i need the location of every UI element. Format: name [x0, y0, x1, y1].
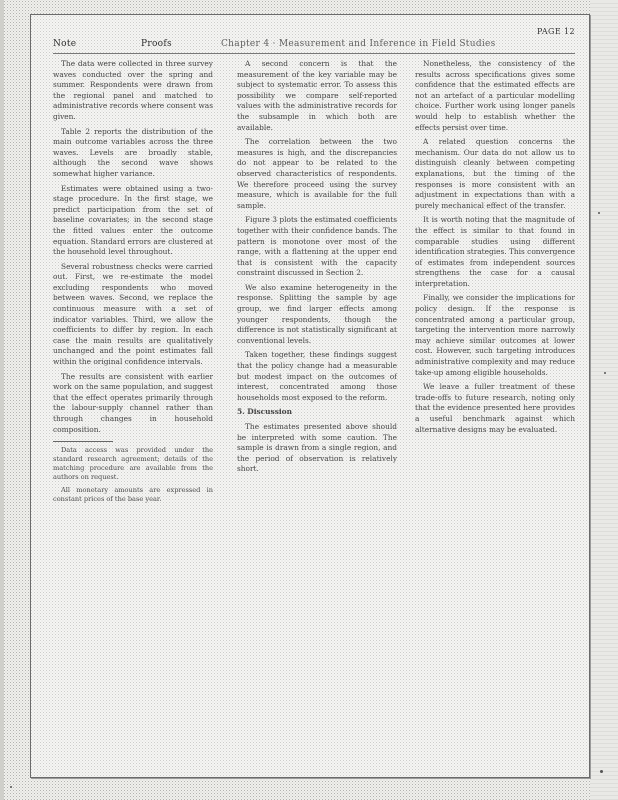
footnote-rule: [53, 441, 113, 442]
paragraph: Several robustness checks were carried out. First, we re-estimate the model excluding respondents who moved between waves. Second, we replace the continuous measure with a set of indicator variables. Third, we allow the coefficients to differ by region. In each case the main results are qualitatively unchanged and the point estimates fall within the original confidence intervals.: [53, 261, 213, 367]
footnote: Data access was provided under the standard research agreement; details of the matching procedure are available from the authors on request.: [53, 446, 213, 482]
paragraph: We also examine heterogeneity in the response. Splitting the sample by age group, we find larger effects among younger respondents, though the difference is not statistically significant at conventional levels.: [237, 282, 397, 345]
section-heading: 5. Discussion: [237, 407, 292, 417]
scan-speck: [598, 212, 600, 214]
running-head-title: Chapter 4 · Measurement and Inference in Field Studies: [221, 39, 496, 49]
paragraph: The results are consistent with earlier work on the same population, and suggest that the effect operates primarily through the labour-supply channel rather than through changes in household composition.: [53, 371, 213, 434]
running-head-left: Note: [53, 39, 77, 49]
text-column-3: [415, 59, 575, 759]
paragraph: Taken together, these findings suggest that the policy change had a measurable but modest impact on the outcomes of interest, concentrated among those households most exposed to the reform.: [237, 350, 397, 402]
paragraph: Figure 3 plots the estimated coefficients together with their confidence bands. The pattern is monotone over most of the range, with a flattening at the upper end that is consistent with the capacity constraint discussed in Section 2.: [237, 215, 397, 278]
footnote: All monetary amounts are expressed in constant prices of the base year.: [53, 486, 213, 504]
paragraph: A related question concerns the mechanism. Our data do not allow us to distinguish cleanly between competing explanations, but the timing of the responses is more consistent with an adjustment in expectations than with a purely mechanical effect of the transfer.: [415, 137, 575, 210]
scan-speck: [600, 770, 603, 773]
paragraph: It is worth noting that the magnitude of the effect is similar to that found in comparable studies using different identification strategies. This convergence of estimates from independent sources strengthens the case for a causal interpretation.: [415, 215, 575, 288]
paragraph: The estimates presented above should be interpreted with some caution. The sample is drawn from a single region, and the period of observation is relatively short.: [237, 422, 397, 474]
running-head-center: Proofs: [141, 39, 172, 49]
paragraph: Finally, we consider the implications for policy design. If the response is concentrated among a particular group, targeting the intervention more narrowly may achieve similar outcomes at lower cost. However, such targeting introduces administrative complexity and may reduce take-up among eligible households.: [415, 293, 575, 377]
paragraph: Nonetheless, the consistency of the results across specifications gives some confidence that the estimated effects are not an artefact of a particular modelling choice. Further work using longer panels would help to establish whether the effects persist over time.: [415, 59, 575, 132]
header-rule: [53, 53, 575, 54]
paper-sheet: [30, 14, 590, 778]
paragraph: Table 2 reports the distribution of the main outcome variables across the three waves. Levels are broadly stable, although the second wave shows somewhat higher variance.: [53, 126, 213, 178]
scan-edge-right: [590, 0, 618, 800]
text-column-2: [237, 59, 397, 759]
text-column-1: [53, 59, 213, 759]
paragraph: The data were collected in three survey waves conducted over the spring and summer. Respondents were drawn from the regional panel and matched to administrative records where consent was given.: [53, 59, 213, 121]
page-number: PAGE 12: [536, 27, 575, 36]
paragraph: We leave a fuller treatment of these trade-offs to future research, noting only that the evidence presented here provides a useful benchmark against which alternative designs may be evaluated.: [415, 382, 575, 434]
paragraph: A second concern is that the measurement of the key variable may be subject to systematic error. To assess this possibility we compare self-reported values with the administrative records for the subsample in which both are available.: [237, 59, 397, 132]
paragraph: Estimates were obtained using a two-stage procedure. In the first stage, we predict participation from the set of baseline covariates; in the second stage the fitted values enter the outcome equation. Standard errors are clustered at the household level throughout.: [53, 183, 213, 257]
paragraph: The correlation between the two measures is high, and the discrepancies do not appear to be related to the observed characteristics of respondents. We therefore proceed using the survey measure, which is available for the full sample.: [237, 137, 397, 210]
running-head: [53, 37, 575, 51]
scan-speck: [10, 786, 12, 788]
scan-speck: [604, 372, 606, 374]
scan-edge-left: [0, 0, 4, 800]
